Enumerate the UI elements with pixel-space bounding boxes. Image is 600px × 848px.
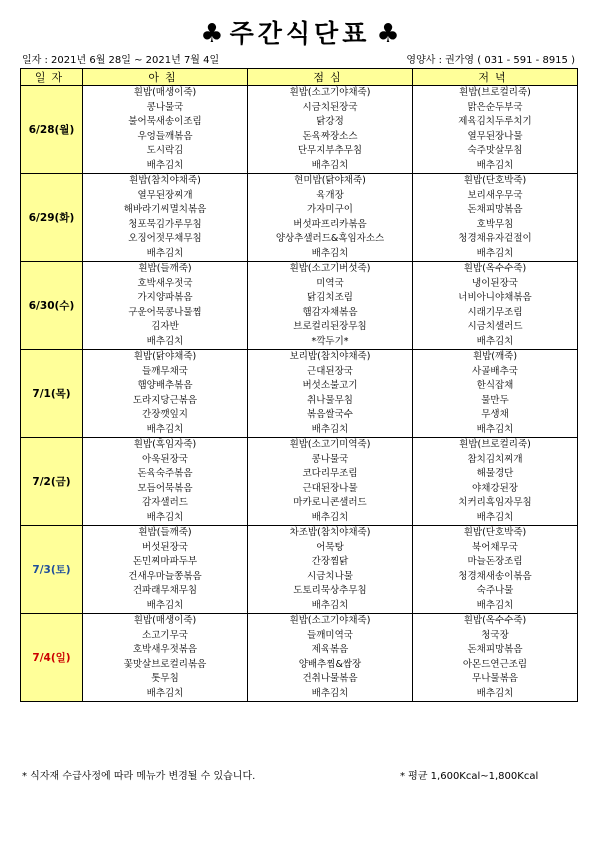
lunch-item: 도토리묵상추무침 (248, 584, 413, 599)
dinner-item: 마늘돈장조림 (413, 555, 578, 570)
breakfast-item: 돈민찌마파두부 (83, 555, 248, 570)
day-cell: 7/3(토) (21, 526, 83, 614)
dinner-item: 북어채무국 (413, 541, 578, 556)
nutritionist-text: 영양사 : 권가영 ( 031 - 591 - 8915 ) (406, 55, 575, 66)
lunch-item: 보리밥(참치야채죽) (248, 350, 413, 365)
table-row (21, 365, 578, 380)
dinner-item: 치커리흑임자무침 (413, 496, 578, 511)
dinner-item: 돈채피망볶음 (413, 203, 578, 218)
breakfast-item: 배추김치 (83, 511, 248, 526)
day-cell: 7/4(일) (21, 614, 83, 702)
dinner-item: 배추김치 (413, 687, 578, 702)
dinner-item: 보리새우무국 (413, 189, 578, 204)
lunch-item: 들깨미역국 (248, 629, 413, 644)
table-header-row (21, 69, 578, 86)
table-row (21, 526, 578, 541)
dinner-item: 시금치샐러드 (413, 320, 578, 335)
dinner-item: 청국장 (413, 629, 578, 644)
lunch-item: 닭김치조림 (248, 291, 413, 306)
lunch-item: 배추김치 (248, 511, 413, 526)
table-row (21, 614, 578, 629)
breakfast-item: 버섯된장국 (83, 541, 248, 556)
lunch-item: 취나물무침 (248, 394, 413, 409)
breakfast-item: 구운어묵콩나물찜 (83, 306, 248, 321)
breakfast-item: 톳무침 (83, 672, 248, 687)
club-suit-icon: ♣ (376, 19, 400, 49)
lunch-item: 돈육짜장소스 (248, 130, 413, 145)
dinner-item: 배추김치 (413, 159, 578, 174)
lunch-item: 햄감자채볶음 (248, 306, 413, 321)
menu-body (21, 86, 578, 702)
period-text: 일자 : 2021년 6월 28일 ~ 2021년 7월 4일 (22, 55, 220, 66)
breakfast-item: 아욱된장국 (83, 453, 248, 468)
lunch-item: 건취나물볶음 (248, 672, 413, 687)
lunch-item: 브로컬리된장무침 (248, 320, 413, 335)
table-row (21, 130, 578, 145)
lunch-item: 버섯파프리카볶음 (248, 218, 413, 233)
lunch-item: 콩나물국 (248, 453, 413, 468)
lunch-item: 간장찜닭 (248, 555, 413, 570)
dinner-item: 배추김치 (413, 247, 578, 262)
header-breakfast: 아침 (83, 69, 248, 86)
day-cell: 6/30(수) (21, 262, 83, 350)
day-cell: 6/29(화) (21, 174, 83, 262)
lunch-item: 제육볶음 (248, 643, 413, 658)
header-date: 일자 (21, 69, 83, 86)
lunch-item: 근대된장국 (248, 365, 413, 380)
breakfast-item: 돈육숙주볶음 (83, 467, 248, 482)
lunch-item: 어묵탕 (248, 541, 413, 556)
table-row (21, 291, 578, 306)
breakfast-item: 흰밥(매생이죽) (83, 614, 248, 629)
table-row (21, 203, 578, 218)
dinner-item: 아몬드연근조림 (413, 658, 578, 673)
title-text: 주간식단표 (229, 19, 371, 48)
dinner-item: 배추김치 (413, 511, 578, 526)
lunch-item: 흰밥(소고기버섯죽) (248, 262, 413, 277)
day-cell: 7/1(목) (21, 350, 83, 438)
dinner-item: 돈채피망볶음 (413, 643, 578, 658)
breakfast-item: 소고기무국 (83, 629, 248, 644)
table-row (21, 247, 578, 262)
table-row (21, 584, 578, 599)
lunch-item: 배추김치 (248, 423, 413, 438)
table-row (21, 482, 578, 497)
table-row (21, 277, 578, 292)
dinner-item: 맑은순두부국 (413, 101, 578, 116)
day-cell: 6/28(월) (21, 86, 83, 174)
dinner-item: 흰밥(브로컬리죽) (413, 86, 578, 101)
breakfast-item: 흰밥(참치야채죽) (83, 174, 248, 189)
header-dinner: 저녁 (413, 69, 578, 86)
dinner-item: 열무된장나물 (413, 130, 578, 145)
dinner-item: 청경채새송이볶음 (413, 570, 578, 585)
dinner-item: 배추김치 (413, 335, 578, 350)
breakfast-item: 모듬어묵볶음 (83, 482, 248, 497)
table-row (21, 320, 578, 335)
page-title (0, 14, 600, 50)
breakfast-item: 배추김치 (83, 599, 248, 614)
breakfast-item: 들깨무채국 (83, 365, 248, 380)
dinner-item: 흰밥(브로컬리죽) (413, 438, 578, 453)
lunch-item: 현미밥(닭야채죽) (248, 174, 413, 189)
lunch-item: 양배추찜&쌈장 (248, 658, 413, 673)
dinner-item: 물만두 (413, 394, 578, 409)
dinner-item: 야채강된장 (413, 482, 578, 497)
table-row (21, 262, 578, 277)
footer-notice: * 식자재 수급사정에 따라 메뉴가 변경될 수 있습니다. (22, 771, 256, 782)
breakfast-item: 콩나물국 (83, 101, 248, 116)
dinner-item: 너비아니야채볶음 (413, 291, 578, 306)
breakfast-item: 불어묵새송이조림 (83, 115, 248, 130)
breakfast-item: 도시락김 (83, 144, 248, 159)
lunch-item: 흰밥(소고기야채죽) (248, 86, 413, 101)
breakfast-item: 흰밥(들깨죽) (83, 526, 248, 541)
breakfast-item: 호박새우젓볶음 (83, 643, 248, 658)
dinner-item: 흰밥(단호박죽) (413, 174, 578, 189)
breakfast-item: 배추김치 (83, 159, 248, 174)
table-row (21, 570, 578, 585)
table-row (21, 232, 578, 247)
breakfast-item: 흰밥(매생이죽) (83, 86, 248, 101)
lunch-item: 근대된장나물 (248, 482, 413, 497)
lunch-item: 흰밥(소고기미역죽) (248, 438, 413, 453)
table-row (21, 101, 578, 116)
breakfast-item: 청포묵김가루무침 (83, 218, 248, 233)
table-row (21, 672, 578, 687)
table-row (21, 453, 578, 468)
breakfast-item: 배추김치 (83, 687, 248, 702)
table-row (21, 306, 578, 321)
lunch-item: 가자미구이 (248, 203, 413, 218)
club-suit-icon: ♣ (200, 19, 224, 49)
dinner-item: 숙주나물 (413, 584, 578, 599)
table-row (21, 643, 578, 658)
table-row (21, 687, 578, 702)
table-row (21, 86, 578, 101)
lunch-item: 버섯소불고기 (248, 379, 413, 394)
table-row (21, 394, 578, 409)
lunch-item: 미역국 (248, 277, 413, 292)
table-row (21, 599, 578, 614)
breakfast-item: 흰밥(흑임자죽) (83, 438, 248, 453)
lunch-item: *깍두기* (248, 335, 413, 350)
lunch-item: 차조밥(참치야채죽) (248, 526, 413, 541)
table-row (21, 144, 578, 159)
menu-table (20, 68, 578, 702)
lunch-item: 시금치나물 (248, 570, 413, 585)
lunch-item: 양상추샐러드&흑임자소스 (248, 232, 413, 247)
breakfast-item: 배추김치 (83, 335, 248, 350)
dinner-item: 해물경단 (413, 467, 578, 482)
lunch-item: 단무지부추무침 (248, 144, 413, 159)
breakfast-item: 흰밥(닭야채죽) (83, 350, 248, 365)
dinner-item: 흰밥(단호박죽) (413, 526, 578, 541)
table-row (21, 379, 578, 394)
breakfast-item: 호박새우젓국 (83, 277, 248, 292)
breakfast-item: 김자반 (83, 320, 248, 335)
lunch-item: 닭강정 (248, 115, 413, 130)
dinner-item: 배추김치 (413, 599, 578, 614)
dinner-item: 배추김치 (413, 423, 578, 438)
table-row (21, 115, 578, 130)
breakfast-item: 가지양파볶음 (83, 291, 248, 306)
lunch-item: 마카로니콘샐러드 (248, 496, 413, 511)
breakfast-item: 햄양배추볶음 (83, 379, 248, 394)
dinner-item: 흰밥(깨죽) (413, 350, 578, 365)
table-row (21, 189, 578, 204)
table-row (21, 159, 578, 174)
table-row (21, 335, 578, 350)
table-row (21, 423, 578, 438)
table-row (21, 438, 578, 453)
table-row (21, 496, 578, 511)
lunch-item: 배추김치 (248, 159, 413, 174)
dinner-item: 흰밥(옥수수죽) (413, 262, 578, 277)
dinner-item: 사골배추국 (413, 365, 578, 380)
breakfast-item: 우엉들깨볶음 (83, 130, 248, 145)
table-row (21, 511, 578, 526)
table-row (21, 658, 578, 673)
table-row (21, 408, 578, 423)
lunch-item: 육개장 (248, 189, 413, 204)
breakfast-item: 열무된장찌개 (83, 189, 248, 204)
lunch-item: 배추김치 (248, 687, 413, 702)
table-row (21, 218, 578, 233)
lunch-item: 시금치된장국 (248, 101, 413, 116)
lunch-item: 볶음쌀국수 (248, 408, 413, 423)
dinner-item: 흰밥(옥수수죽) (413, 614, 578, 629)
lunch-item: 배추김치 (248, 247, 413, 262)
breakfast-item: 건새우마늘쫑볶음 (83, 570, 248, 585)
dinner-item: 참치김치찌개 (413, 453, 578, 468)
breakfast-item: 꽃맛살브로컬리볶음 (83, 658, 248, 673)
dinner-item: 무생채 (413, 408, 578, 423)
breakfast-item: 간장깻잎지 (83, 408, 248, 423)
lunch-item: 흰밥(소고기야채죽) (248, 614, 413, 629)
breakfast-item: 도라지당근볶음 (83, 394, 248, 409)
dinner-item: 청경채유자겉절이 (413, 232, 578, 247)
table-row (21, 541, 578, 556)
dinner-item: 숙주맛살무침 (413, 144, 578, 159)
breakfast-item: 배추김치 (83, 423, 248, 438)
breakfast-item: 감자샐러드 (83, 496, 248, 511)
table-row (21, 555, 578, 570)
table-row (21, 629, 578, 644)
header-lunch: 점심 (248, 69, 413, 86)
footer-calories: * 평균 1,600Kcal~1,800Kcal (400, 771, 539, 782)
lunch-item: 코다리무조림 (248, 467, 413, 482)
dinner-item: 제육김치두루치기 (413, 115, 578, 130)
day-cell: 7/2(금) (21, 438, 83, 526)
breakfast-item: 오징어젓무채무침 (83, 232, 248, 247)
table-row (21, 467, 578, 482)
dinner-item: 호박무침 (413, 218, 578, 233)
breakfast-item: 흰밥(들깨죽) (83, 262, 248, 277)
dinner-item: 한식잡채 (413, 379, 578, 394)
breakfast-item: 해바라기씨멸치볶음 (83, 203, 248, 218)
dinner-item: 무나물볶음 (413, 672, 578, 687)
dinner-item: 냉이된장국 (413, 277, 578, 292)
breakfast-item: 배추김치 (83, 247, 248, 262)
table-row (21, 350, 578, 365)
dinner-item: 시래기무조림 (413, 306, 578, 321)
breakfast-item: 건파래무채무침 (83, 584, 248, 599)
lunch-item: 배추김치 (248, 599, 413, 614)
table-row (21, 174, 578, 189)
